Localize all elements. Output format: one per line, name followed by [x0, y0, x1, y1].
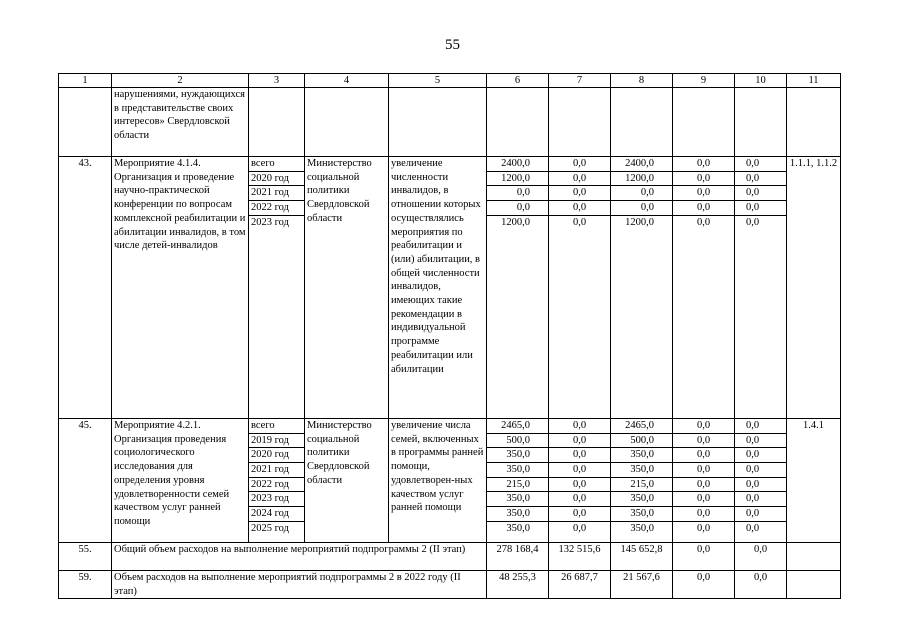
amount-cell: 0,0 [549, 419, 610, 434]
amount-cell: 0,0 [673, 507, 734, 522]
years-list [249, 419, 304, 536]
amount-cell: 48 255,3 [487, 571, 549, 599]
header-cell: 6 [487, 74, 549, 88]
amount-cell: 2400,0 [487, 157, 548, 172]
amount-cell: 0,0 [549, 434, 610, 449]
amount-cell: 0,0 [735, 419, 786, 434]
amount-cell: 0,0 [735, 201, 786, 216]
budget-table [58, 73, 841, 599]
table-row-45 [59, 419, 841, 543]
amount-cell: 0,0 [735, 172, 786, 187]
target-indicator: увеличение числа семей, включенных в программы ранней помощи, удовлетворен-ных качеством услуг ранней помощи [389, 419, 487, 543]
year-cell: 2020 год [249, 448, 304, 463]
year-cell: 2024 год [249, 507, 304, 522]
target-indicator: увеличение численности инвалидов, в отношении которых осуществлялись мероприятия по реабилитации и (или) абилитации, в общей численности инвалидов, имеющих такие рекомендации в индивидуальной программе реабилитации или абилитации [389, 157, 487, 419]
amount-cell: 350,0 [487, 448, 548, 463]
amount-cell: 350,0 [487, 507, 548, 522]
amount-cell: 0,0 [735, 543, 787, 571]
table-row-43 [59, 157, 841, 419]
year-cell: 2022 год [249, 478, 304, 493]
header-cell: 11 [787, 74, 841, 88]
amount-cell: 0,0 [735, 434, 786, 449]
years-list [249, 157, 304, 229]
amount-cell: 0,0 [549, 492, 610, 507]
amount-cell: 2465,0 [611, 419, 672, 434]
amount-cell: 0,0 [735, 157, 786, 172]
header-cell: 10 [735, 74, 787, 88]
amount-cell: 0,0 [735, 507, 786, 522]
amount-cell: 215,0 [487, 478, 548, 493]
amount-cell: 0,0 [549, 448, 610, 463]
amount-cell: 0,0 [673, 201, 734, 216]
amount-cell: 145 652,8 [611, 543, 673, 571]
amount-cell: 0,0 [673, 172, 734, 187]
amount-cell: 1200,0 [611, 172, 672, 187]
year-cell: 2025 год [251, 522, 289, 534]
year-cell: 2021 год [249, 463, 304, 478]
indicator-ref: 1.1.1, 1.1.2 [787, 157, 841, 419]
amount-cell: 0,0 [611, 186, 672, 201]
amount-cell: 0,0 [745, 216, 760, 228]
year-cell: всего [249, 419, 304, 434]
amount-cell: 0,0 [673, 448, 734, 463]
page-number: 55 [445, 37, 460, 53]
header-cell: 7 [549, 74, 611, 88]
amount-cell: 26 687,7 [549, 571, 611, 599]
amount-cell: 350,0 [611, 492, 672, 507]
amount-cell: 1200,0 [487, 172, 548, 187]
table-header-row [59, 74, 841, 88]
amounts-col6 [487, 157, 548, 229]
amount-cell: 0,0 [673, 492, 734, 507]
amount-cell: 0,0 [549, 463, 610, 478]
amount-cell: 21 567,6 [611, 571, 673, 599]
amount-cell: 500,0 [487, 434, 548, 449]
amount-cell: 350,0 [611, 463, 672, 478]
amount-cell: 0,0 [549, 201, 610, 216]
row-number: 43. [59, 157, 112, 419]
row-number: 59. [59, 571, 112, 599]
row-number: 45. [59, 419, 112, 543]
amount-cell: 0,0 [572, 216, 587, 228]
amount-cell: 0,0 [549, 478, 610, 493]
amount-cell: 0,0 [735, 478, 786, 493]
header-cell: 3 [249, 74, 305, 88]
header-cell: 4 [305, 74, 389, 88]
amount-cell: 350,0 [611, 507, 672, 522]
event-name: нарушениями, нуждающихся в представительстве своих интересов» Свердловской области [112, 88, 249, 157]
amount-cell: 0,0 [487, 186, 548, 201]
executor: Министерство социальной политики Свердловской области [305, 419, 389, 543]
amount-cell: 0,0 [696, 216, 711, 228]
amount-cell: 0,0 [735, 448, 786, 463]
total-label: Общий объем расходов на выполнение мероприятий подпрограммы 2 (II этап) [112, 543, 487, 571]
amounts-col10 [735, 157, 786, 229]
amount-cell: 350,0 [487, 492, 548, 507]
event-name: Мероприятие 4.1.4. Организация и проведение научно-практической конференции по вопросам комплексной реабилитации и абилитации инвалидов, в том числе детей-инвалидов [112, 157, 249, 419]
amount-cell: 0,0 [487, 201, 548, 216]
amount-cell: 350,0 [487, 463, 548, 478]
header-cell: 5 [389, 74, 487, 88]
amount-cell: 0,0 [611, 201, 672, 216]
amount-cell: 2400,0 [611, 157, 672, 172]
amount-cell: 0,0 [673, 434, 734, 449]
total-label: Объем расходов на выполнение мероприятий подпрограммы 2 в 2022 году (II этап) [112, 571, 487, 599]
amount-cell: 0,0 [549, 186, 610, 201]
amounts-col8 [611, 419, 672, 536]
amount-cell: 0,0 [549, 157, 610, 172]
amount-cell: 1200,0 [625, 216, 654, 228]
event-name: Мероприятие 4.2.1. Организация проведения социологического исследования для определения уровня удовлетворенности семей качеством услуг ранней помощи [112, 419, 249, 543]
amount-cell: 0,0 [673, 571, 735, 599]
amount-cell: 215,0 [611, 478, 672, 493]
amount-cell: 350,0 [611, 448, 672, 463]
amount-cell: 2465,0 [487, 419, 548, 434]
year-cell: 2020 год [249, 172, 304, 187]
amount-cell: 350,0 [506, 522, 530, 534]
amount-cell: 278 168,4 [487, 543, 549, 571]
table-row-59 [59, 571, 841, 599]
table-row-55 [59, 543, 841, 571]
row-number: 55. [59, 543, 112, 571]
amounts-col6 [487, 419, 548, 536]
amounts-col9 [673, 419, 734, 536]
amount-cell: 0,0 [745, 522, 760, 534]
amount-cell: 350,0 [630, 522, 654, 534]
year-cell: 2021 год [249, 186, 304, 201]
amount-cell: 0,0 [549, 507, 610, 522]
amount-cell: 0,0 [673, 186, 734, 201]
amounts-col10 [735, 419, 786, 536]
table-row-continuation [59, 88, 841, 157]
amount-cell: 1200,0 [501, 216, 530, 228]
amount-cell: 0,0 [735, 571, 787, 599]
executor: Министерство социальной политики Свердловской области [305, 157, 389, 419]
amount-cell: 0,0 [673, 478, 734, 493]
amount-cell: 0,0 [549, 172, 610, 187]
amounts-col9 [673, 157, 734, 229]
amount-cell: 0,0 [572, 522, 587, 534]
year-cell: 2019 год [249, 434, 304, 449]
header-cell: 2 [112, 74, 249, 88]
amounts-col7 [549, 157, 610, 229]
amount-cell: 0,0 [673, 419, 734, 434]
amount-cell: 132 515,6 [549, 543, 611, 571]
amounts-col8 [611, 157, 672, 229]
header-cell: 1 [59, 74, 112, 88]
amount-cell: 500,0 [611, 434, 672, 449]
amounts-col7 [549, 419, 610, 536]
header-cell: 8 [611, 74, 673, 88]
amount-cell: 0,0 [673, 157, 734, 172]
amount-cell: 0,0 [735, 463, 786, 478]
indicator-ref: 1.4.1 [787, 419, 841, 543]
amount-cell: 0,0 [673, 463, 734, 478]
year-cell: 2023 год [251, 216, 289, 228]
year-cell: 2023 год [249, 492, 304, 507]
year-cell: всего [249, 157, 304, 172]
amount-cell: 0,0 [696, 522, 711, 534]
amount-cell: 0,0 [735, 492, 786, 507]
amount-cell: 0,0 [735, 186, 786, 201]
amount-cell: 0,0 [673, 543, 735, 571]
header-cell: 9 [673, 74, 735, 88]
year-cell: 2022 год [249, 201, 304, 216]
